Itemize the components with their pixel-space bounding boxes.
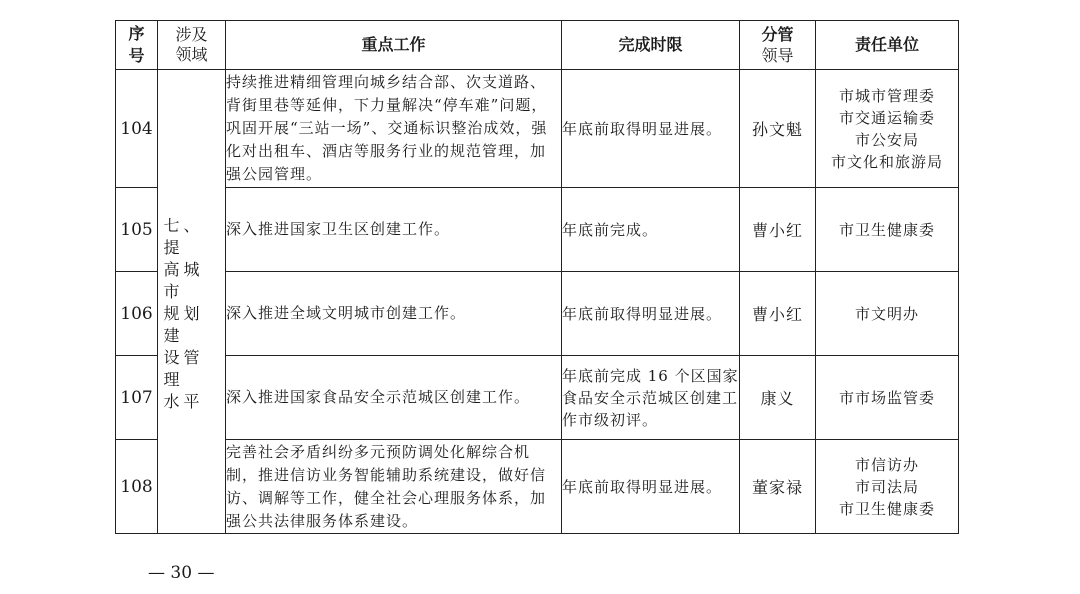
table-header-row bbox=[116, 21, 959, 70]
area-cell-bottom bbox=[158, 440, 226, 534]
work-table bbox=[115, 20, 959, 534]
table-row bbox=[116, 272, 959, 356]
deadline-cell: 年底前取得明显进展。 bbox=[562, 272, 740, 356]
header-seq: 序 号 bbox=[116, 21, 158, 70]
task-cell: 深入推进国家卫生区创建工作。 bbox=[226, 188, 562, 272]
deadline-cell: 年底前取得明显进展。 bbox=[562, 440, 740, 534]
row-number: 108 bbox=[116, 440, 158, 534]
deadline-cell: 年底前完成。 bbox=[562, 188, 740, 272]
leader-cell: 孙文魁 bbox=[740, 70, 816, 188]
task-cell: 持续推进精细管理向城乡结合部、次支道路、背街里巷等延伸，下力量解决“停车难”问题，巩固开展“三站一场”、交通标识整治成效，强化对出租车、酒店等服务行业的规范管理，加强公园管理。 bbox=[226, 70, 562, 188]
unit-cell: 市市场监管委 bbox=[816, 356, 959, 440]
deadline-cell: 年底前取得明显进展。 bbox=[562, 70, 740, 188]
unit-cell: 市文明办 bbox=[816, 272, 959, 356]
table-row bbox=[116, 440, 959, 534]
deadline-cell: 年底前完成 16 个区国家食品安全示范城区创建工作市级初评。 bbox=[562, 356, 740, 440]
task-cell: 深入推进全域文明城市创建工作。 bbox=[226, 272, 562, 356]
leader-cell: 康义 bbox=[740, 356, 816, 440]
area-label: 七、提 高城市 规划建 设管理 水平 bbox=[163, 215, 204, 411]
table-row bbox=[116, 188, 959, 272]
row-number: 106 bbox=[116, 272, 158, 356]
leader-cell: 董家禄 bbox=[740, 440, 816, 534]
area-cell bbox=[158, 188, 226, 440]
leader-cell: 曹小红 bbox=[740, 272, 816, 356]
unit-cell: 市信访办 市司法局 市卫生健康委 bbox=[816, 440, 959, 534]
header-area: 涉及 领域 bbox=[158, 21, 226, 70]
leader-cell: 曹小红 bbox=[740, 188, 816, 272]
task-cell: 完善社会矛盾纠纷多元预防调处化解综合机制，推进信访业务智能辅助系统建设，做好信访、调解等工作，健全社会心理服务体系，加强公共法律服务体系建设。 bbox=[226, 440, 562, 534]
header-leader: 分管 领导 bbox=[740, 21, 816, 70]
unit-cell: 市卫生健康委 bbox=[816, 188, 959, 272]
area-cell-top bbox=[158, 70, 226, 188]
page-number: — 30 — bbox=[148, 563, 215, 583]
task-cell: 深入推进国家食品安全示范城区创建工作。 bbox=[226, 356, 562, 440]
header-deadline: 完成时限 bbox=[562, 21, 740, 70]
table-row bbox=[116, 356, 959, 440]
row-number: 104 bbox=[116, 70, 158, 188]
table-row bbox=[116, 70, 959, 188]
header-task: 重点工作 bbox=[226, 21, 562, 70]
row-number: 105 bbox=[116, 188, 158, 272]
unit-cell: 市城市管理委 市交通运输委 市公安局 市文化和旅游局 bbox=[816, 70, 959, 188]
row-number: 107 bbox=[116, 356, 158, 440]
header-unit: 责任单位 bbox=[816, 21, 959, 70]
